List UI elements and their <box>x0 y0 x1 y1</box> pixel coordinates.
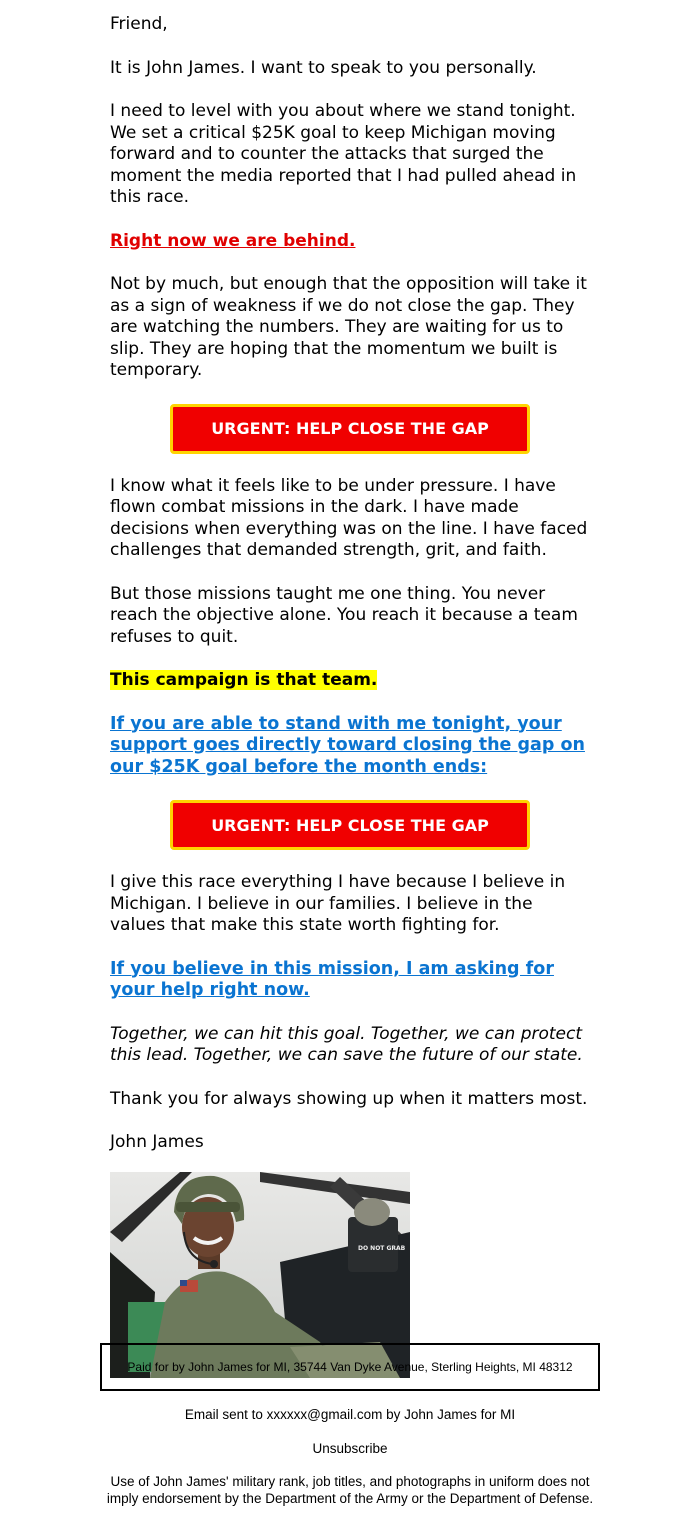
pressure-paragraph: I know what it feels like to be under pressure. I have flown combat missions in the dark. I have made decisions when everything was on the line. I have faced challenges that demanded strength, grit, and faith. <box>110 475 588 560</box>
photo-sign-text: DO NOT GRAB <box>358 1244 406 1252</box>
paid-for-disclaimer <box>100 1343 600 1391</box>
military-disclaimer: Use of John James' military rank, job titles, and photographs in uniform does not imply endorsement by the Department of the Army or the Department of Defense. <box>106 1474 594 1506</box>
paid-for-text: Paid for by John James for MI, 35744 Van Dyke Avenue, Sterling Heights, MI 48312 <box>127 1360 573 1374</box>
support-link[interactable]: If you are able to stand with me tonight, your support goes directly toward closing the gap on our $25K goal before the month ends: <box>110 713 585 777</box>
email-sent-notice: Email sent to xxxxxx@gmail.com by John James for MI <box>184 1407 516 1422</box>
urgent-cta-button-1[interactable]: URGENT: HELP CLOSE THE GAP <box>170 404 530 454</box>
opposition-paragraph: Not by much, but enough that the opposition will take it as a sign of weakness if we do not close the gap. They are watching the numbers. They are waiting for us to slip. They are hoping that the momentum we built is temporary. <box>110 274 587 380</box>
urgent-cta-button-2[interactable]: URGENT: HELP CLOSE THE GAP <box>170 800 530 850</box>
greeting: Friend, <box>110 14 168 34</box>
goal-paragraph: I need to level with you about where we stand tonight. We set a critical $25K goal to keep Michigan moving forward and to counter the attacks that surged the moment the media reported that I had pulled ahead in this race. <box>110 101 577 207</box>
mission-link[interactable]: If you believe in this mission, I am asking for your help right now. <box>110 958 554 1000</box>
intro-paragraph: It is John James. I want to speak to you personally. <box>110 57 537 78</box>
behind-link[interactable]: Right now we are behind. <box>110 230 356 251</box>
team-highlight: This campaign is that team. <box>110 670 378 690</box>
missions-paragraph: But those missions taught me one thing. You never reach the objective alone. You reach it because a team refuses to quit. <box>110 583 578 647</box>
unsubscribe-link[interactable]: Unsubscribe <box>312 1441 388 1456</box>
signature: John James <box>110 1132 204 1152</box>
together-paragraph: Together, we can hit this goal. Together, we can protect this lead. Together, we can save the future of our state. <box>110 1023 583 1065</box>
thanks-paragraph: Thank you for always showing up when it matters most. <box>110 1088 588 1109</box>
michigan-paragraph: I give this race everything I have because I believe in Michigan. I believe in our families. I believe in the values that make this state worth fighting for. <box>110 872 566 935</box>
email-body <box>110 14 590 1378</box>
